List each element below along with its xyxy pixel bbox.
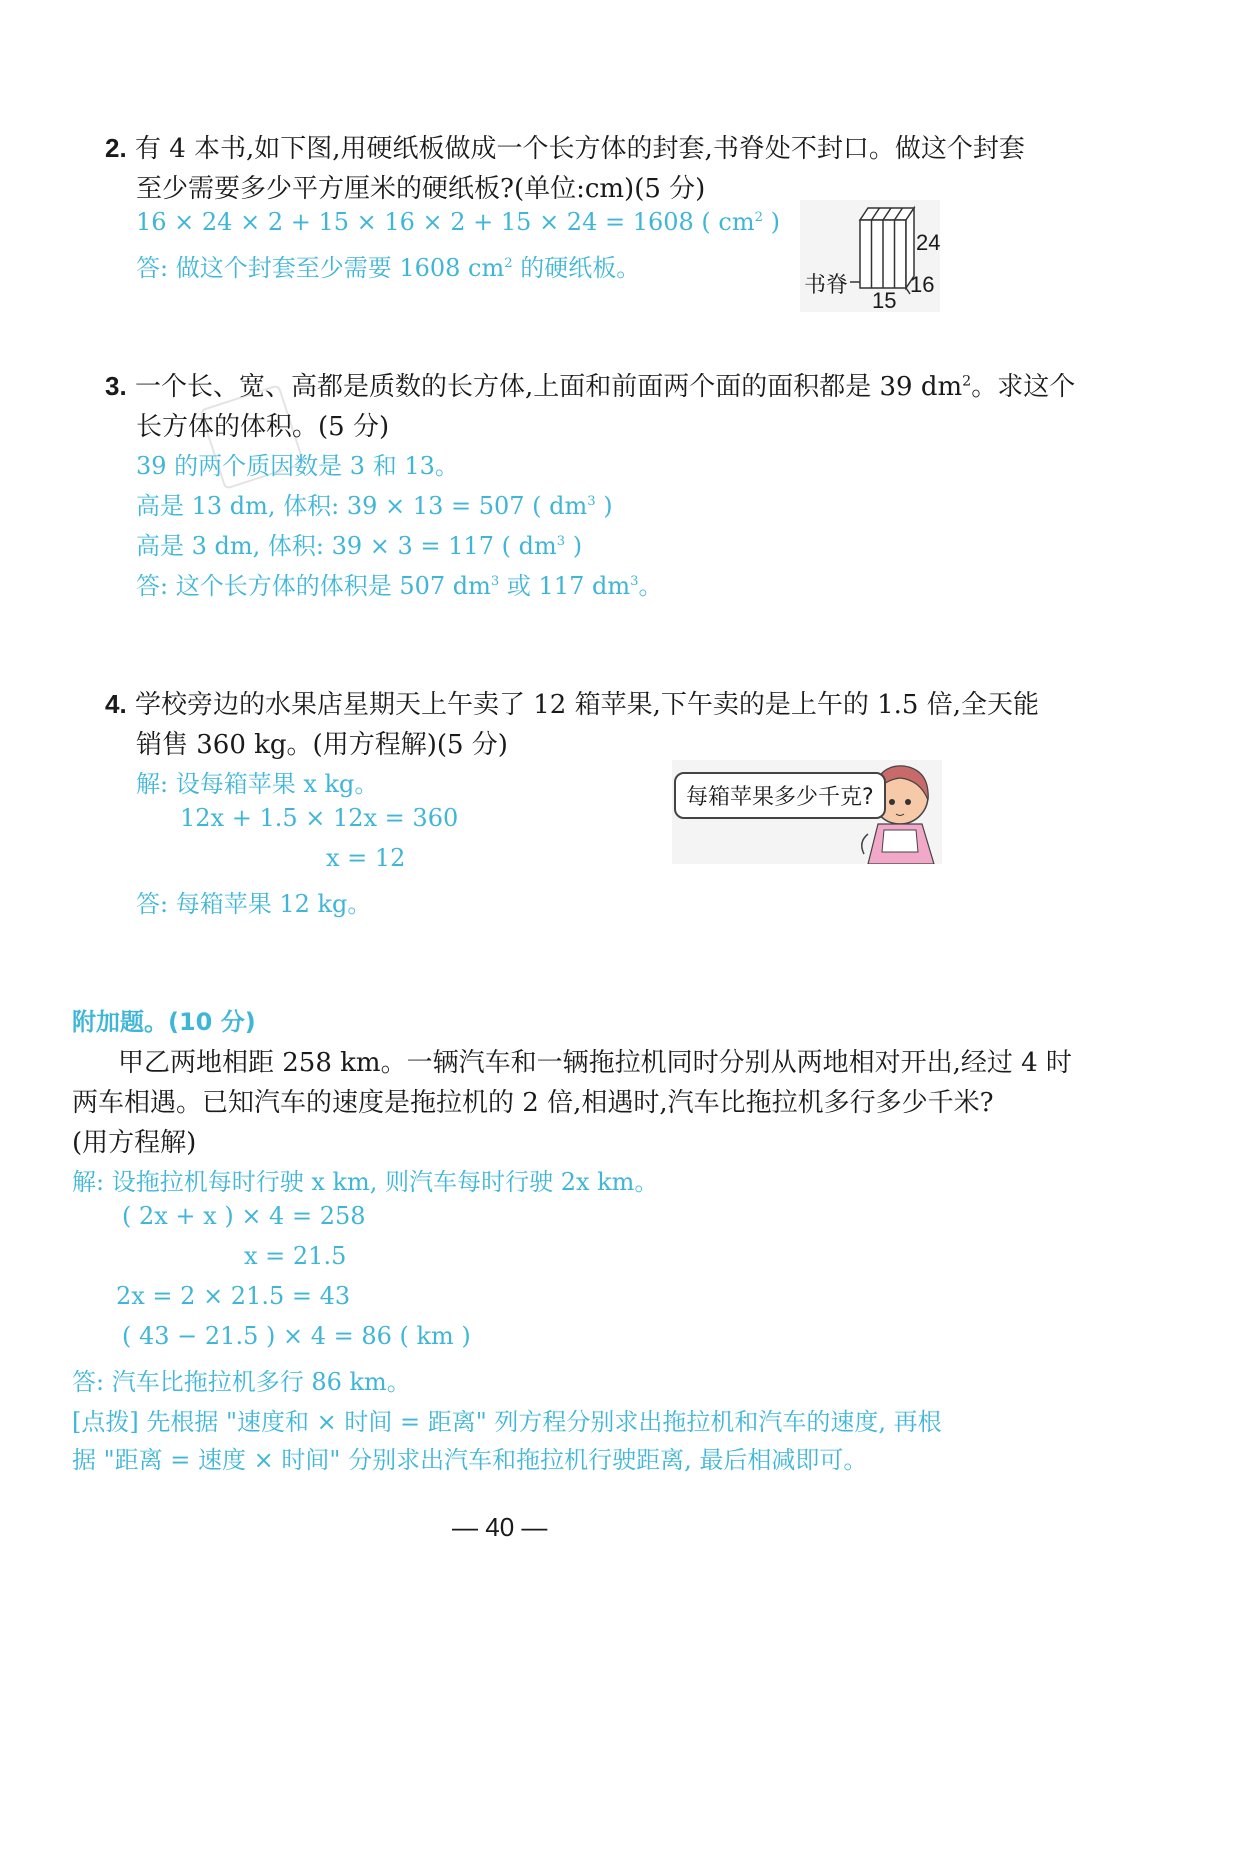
bonus-line2: 两车相遇。已知汽车的速度是拖拉机的 2 倍,相遇时,汽车比拖拉机多行多少千米? [72,1088,994,1118]
bonus-line3: (用方程解) [72,1128,197,1158]
q2-number: 2. [105,133,127,163]
bonus-ans5: ( 43 − 21.5 ) × 4 = 86 ( km ) [122,1322,471,1350]
q2-ans2 [136,248,640,283]
q3-line1-sup: 2 [962,373,972,390]
q3-ans3-end: ) [565,532,583,560]
dim-depth: 16 [910,272,935,297]
bonus-ans3: x = 21.5 [244,1242,347,1270]
q4-ans2: 12x + 1.5 × 12x = 360 [180,804,459,832]
q4-line2: 销售 360 kg。(用方程解)(5 分) [136,730,508,760]
q3-ans4-text: 答: 这个长方体的体积是 507 dm [136,572,491,600]
q2-ans1-text: 16 × 24 × 2 + 15 × 16 × 2 + 15 × 24 = 1608 ( cm [136,208,755,236]
q3-ans4-mid: 或 117 dm [499,572,631,600]
q3-ans4-end: 。 [638,572,663,600]
bonus-line1: 甲乙两地相距 258 km。一辆汽车和一辆拖拉机同时分别从两地相对开出,经过 4 时 [118,1048,1072,1078]
q4-ans1: 解: 设每箱苹果 x kg。 [136,770,379,798]
q3-number: 3. [105,371,127,401]
dim-height: 24 [916,230,941,255]
q2-ans1 [136,208,780,236]
q3-ans4-sup2: 3 [630,574,639,589]
footer-dash-right: — [514,1512,548,1542]
q3-text1: 一个长、宽、高都是质数的长方体,上面和前面两个面的面积都是 39 dm [134,372,963,402]
bonus-ans4: 2x = 2 × 21.5 = 43 [116,1282,351,1310]
q3-ans3-sup: 3 [556,534,566,549]
q3-ans4-sup1: 3 [490,574,500,589]
q3-ans3 [136,526,582,561]
q3-ans2-end: ) [595,492,613,520]
bonus-ans2: ( 2x + x ) × 4 = 258 [122,1202,366,1230]
q3-ans2-sup: 3 [587,494,596,509]
q4-ans3: x = 12 [326,844,406,872]
q2-line1 [105,128,1025,165]
q2-ans1-end: ) [763,208,780,236]
dim-width: 15 [872,288,897,313]
q3-ans2 [136,486,613,521]
bonus-tip1: [点拨] 先根据 "速度和 × 时间 = 距离" 列方程分别求出拖拉机和汽车的速度, 再根 [72,1408,942,1436]
q2-ans1-sup: 2 [754,210,763,225]
q4-ans4: 答: 每箱苹果 12 kg。 [136,890,372,918]
q4-line1 [105,684,1039,721]
page-number [452,1512,547,1543]
q3-line2: 长方体的体积。(5 分) [136,412,390,442]
q2-line2: 至少需要多少平方厘米的硬纸板?(单位:cm)(5 分) [136,174,706,204]
q3-ans2-text: 高是 13 dm, 体积: 39 × 13 = 507 ( dm [136,492,588,520]
page-number-value: 40 [485,1512,515,1542]
speech-bubble: 每箱苹果多少千克? [674,772,886,819]
label-spine: 书脊 [804,273,849,298]
q3-ans4 [136,566,663,601]
bonus-tip2: 据 "距离 = 速度 × 时间" 分别求出汽车和拖拉机行驶距离, 最后相减即可。 [72,1446,868,1474]
bonus-ans1: 解: 设拖拉机每时行驶 x km, 则汽车每时行驶 2x km。 [72,1168,659,1196]
q2-ans2-sup: 2 [504,256,513,271]
q3-ans3-text: 高是 3 dm, 体积: 39 × 3 = 117 ( dm [136,532,557,560]
q3-text1-end: 。求这个 [971,372,1076,402]
q2-ans2-end: 的硬纸板。 [512,254,641,282]
q4-number: 4. [105,689,127,719]
q3-line1 [105,366,1075,403]
bonus-heading: 附加题。(10 分) [72,1008,256,1036]
books-figure [800,200,940,312]
q3-ans1: 39 的两个质因数是 3 和 13。 [136,452,459,480]
footer-dash-left: — [452,1512,486,1542]
q2-text1: 有 4 本书,如下图,用硬纸板做成一个长方体的封套,书脊处不封口。做这个封套 [134,134,1025,164]
q4-text1: 学校旁边的水果店星期天上午卖了 12 箱苹果,下午卖的是上午的 1.5 倍,全天能 [134,690,1039,720]
bonus-ans6: 答: 汽车比拖拉机多行 86 km。 [72,1368,411,1396]
q2-ans2-text: 答: 做这个封套至少需要 1608 cm [136,254,505,282]
